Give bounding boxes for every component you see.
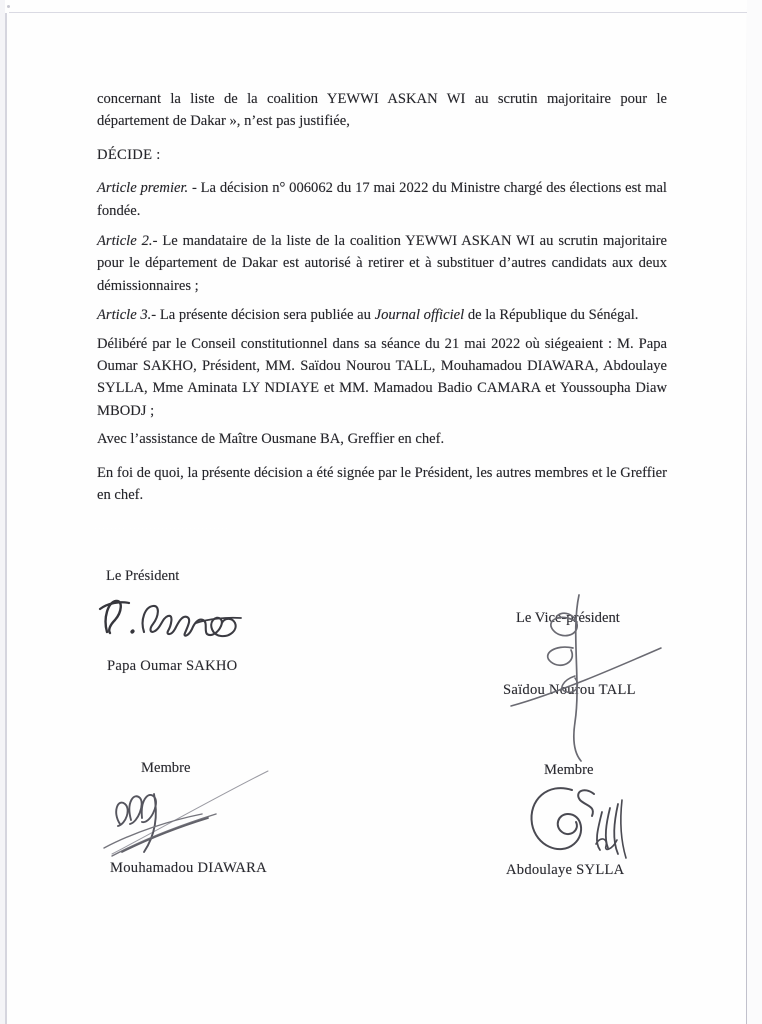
scan-left-edge-line xyxy=(5,13,7,1024)
article-2-text: Le mandataire de la liste de la coalition YEWWI ASKAN WI au scrutin majoritaire pour le département de Dakar est autorisé à retirer et à substituer d’autres candidats aux deux démissionnaires ; xyxy=(97,233,668,294)
article-1-text: - La décision n° 006062 du 17 mai 2022 du Ministre chargé des élections est mal fondée. xyxy=(97,180,667,219)
sakho-signature xyxy=(98,592,246,650)
article-1-label: Article premier. xyxy=(97,180,189,197)
member-sylla-role-label: Membre xyxy=(544,762,594,778)
article-3-text-pre: La présente décision sera publiée au xyxy=(156,307,375,324)
assistance-paragraph: Avec l’assistance de Maître Ousmane BA, Greffier en chef. xyxy=(97,431,445,448)
journal-officiel-italic: Journal officiel xyxy=(374,307,465,324)
scan-right-shade xyxy=(747,0,762,1024)
closing-paragraph: En foi de quoi, la présente décision a été signée par le Président, les autres membres et le Greffier en chef. xyxy=(97,464,667,504)
intro-paragraph: concernant la liste de la coalition YEWWI ASKAN WI au scrutin majoritaire pour le département de Dakar », n’est pas justifiée, xyxy=(97,91,667,130)
article-2-paragraph xyxy=(97,230,667,297)
member-sylla-name: Abdoulaye SYLLA xyxy=(506,862,625,878)
article-1-paragraph xyxy=(97,177,667,222)
article-3-label: Article 3.- xyxy=(97,307,157,324)
member-diawara-role-label: Membre xyxy=(141,760,191,776)
article-2-label: Article 2.- xyxy=(97,233,158,250)
vice-president-name: Saïdou Nourou TALL xyxy=(503,682,636,698)
article-3-paragraph xyxy=(97,304,667,326)
sylla-signature xyxy=(520,778,645,866)
vice-president-role-label: Le Vice-président xyxy=(516,610,620,626)
president-name: Papa Oumar SAKHO xyxy=(107,658,238,674)
scan-top-edge-line xyxy=(9,12,753,13)
scan-right-edge-line xyxy=(746,0,747,1024)
article-3-text-post: de la République du Sénégal. xyxy=(464,307,639,324)
deliberation-paragraph: Délibéré par le Conseil constitutionnel dans sa séance du 21 mai 2022 où siégeaient : M. Papa Oumar SAKHO, Président, MM. Saïdou Nourou TALL, Mouhamadou DIAWARA, Abdoulaye SYLLA, Mme Aminata LY NDIAYE et MM. Mamadou Badio CAMARA et Youssoupha Diaw MBODJ ; xyxy=(97,335,667,419)
scan-speck xyxy=(7,5,10,8)
scan-cut-fade xyxy=(95,519,230,529)
decision-body-text xyxy=(97,88,667,507)
tall-signature xyxy=(505,592,665,764)
member-diawara-name: Mouhamadou DIAWARA xyxy=(110,860,267,876)
decide-heading: DÉCIDE : xyxy=(97,146,161,163)
president-role-label: Le Président xyxy=(106,568,180,584)
diawara-signature xyxy=(98,768,273,860)
